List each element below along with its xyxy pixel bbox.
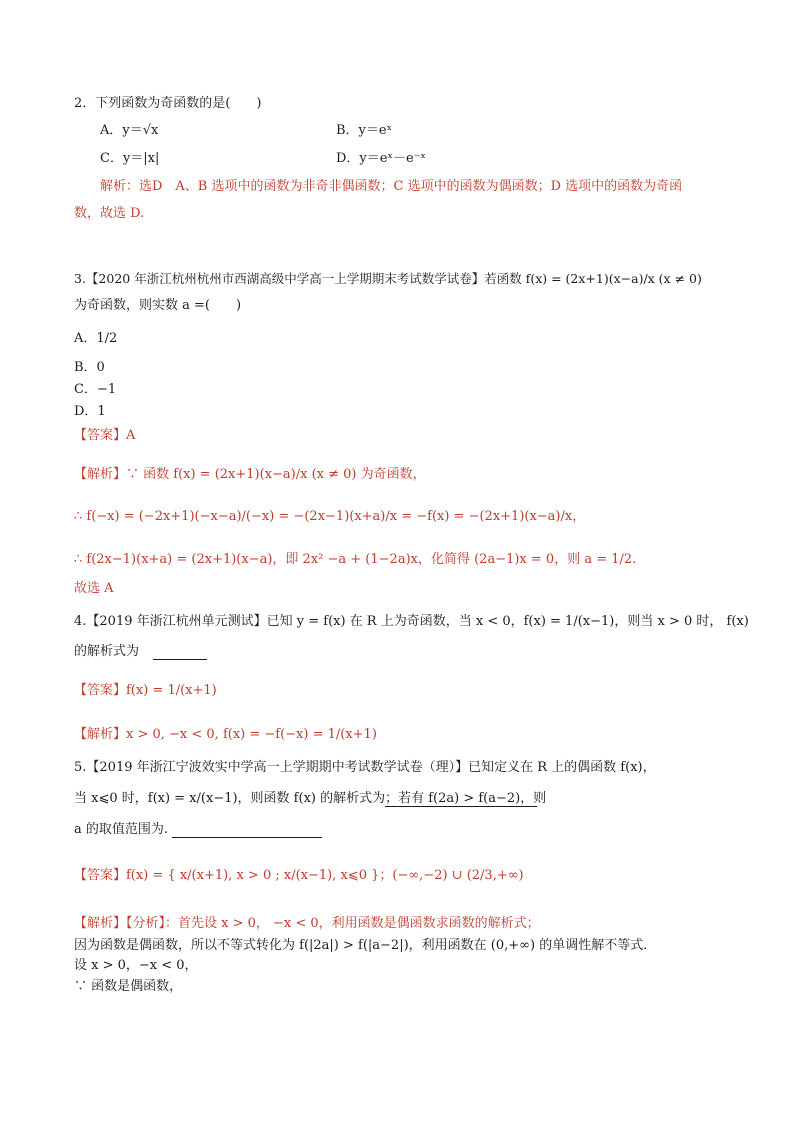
q3-option-c: C．−1 — [74, 382, 117, 397]
q2-option-b: B．y＝eˣ — [336, 123, 393, 138]
q4-answer-blank[interactable] — [153, 659, 207, 660]
q2-stem: 2．下列函数为奇函数的是( ) — [74, 96, 262, 111]
q3-solution-line4: 故选 A — [74, 581, 114, 596]
q3-option-a: A．1/2 — [74, 331, 118, 346]
q3-option-b: B．0 — [74, 360, 105, 375]
q4-stem-line2 — [74, 644, 207, 660]
q4-answer: 【答案】f(x) = 1/(x+1) — [74, 683, 217, 698]
q3-solution-line2: ∴ f(−x) = (−2x+1)(−x−a)/(−x) = −(2x−1)(x+a)/x = −f(x) = −(2x+1)(x−a)/x， — [74, 509, 586, 524]
q5-stem-text-3: a 的取值范围为. — [74, 822, 169, 837]
q3-option-d: D．1 — [74, 404, 106, 419]
q4-stem-line1: 4.【2019 年浙江杭州单元测试】已知 y = f(x) 在 R 上为奇函数，当 x < 0，f(x) = 1/(x−1)，则当 x > 0 时， f(x) — [74, 614, 749, 629]
q2-analysis-line1: 解析：选D A、B 选项中的函数为非奇非偶函数；C 选项中的函数为偶函数；D 选项中的函数为奇函 — [100, 179, 683, 194]
q5-solution-line4: ∵ 函数是偶函数， — [74, 979, 183, 994]
q5-stem-line1: 5.【2019 年浙江宁波效实中学高一上学期期中考试数学试卷（理）】已知定义在 R 上的偶函数 f(x)， — [74, 760, 656, 775]
q3-answer: 【答案】A — [74, 428, 136, 443]
q5-blank-1[interactable] — [385, 791, 537, 807]
q3-stem-line1: 3.【2020 年浙江杭州杭州市西湖高级中学高一上学期期末考试数学试卷】若函数 f(x) = (2x+1)(x−a)/x (x ≠ 0) — [74, 271, 702, 286]
q5-solution-line3: 设 x > 0，−x < 0， — [74, 958, 198, 973]
q4-stem-text: 的解析式为 — [74, 644, 140, 659]
q5-stem-line3 — [74, 822, 168, 838]
q3-solution-line1: 【解析】∵ 函数 f(x) = (2x+1)(x−a)/x (x ≠ 0) 为奇函数， — [74, 467, 426, 482]
q4-solution: 【解析】x > 0, −x < 0, f(x) = −f(−x) = 1/(x+1) — [74, 727, 377, 742]
q5-solution-line2: 因为函数是偶函数，所以不等式转化为 f(|2a|) > f(|a−2|)，利用函数在 (0,+∞) 的单调性解不等式． — [74, 938, 657, 953]
q5-solution-line1: 【解析】【分析】：首先设 x > 0， −x < 0，利用函数是偶函数求函数的解析式； — [74, 916, 540, 931]
q2-option-a: A．y＝√x — [100, 123, 159, 138]
q2-option-d: D．y＝eˣ－e⁻ˣ — [336, 151, 427, 166]
q5-stem-text: 当 x⩽0 时，f(x) = x/(x−1)，则函数 f(x) 的解析式为；若有 f(2a) > f(a−2)，则 — [74, 791, 547, 806]
q2-option-c: C．y＝|x| — [100, 151, 160, 166]
q3-stem-line2: 为奇函数，则实数 a =( ) — [74, 298, 242, 313]
q5-answer: 【答案】f(x) = { x/(x+1), x > 0 ; x/(x−1), x⩽0 }；(−∞,−2) ∪ (2/3,+∞) — [74, 868, 524, 883]
q3-solution-line3: ∴ f(2x−1)(x+a) = (2x+1)(x−a)，即 2x² −a + (1−2a)x，化简得 (2a−1)x = 0，则 a = 1/2. — [74, 552, 637, 567]
q2-analysis-line2: 数，故选 D. — [74, 206, 145, 221]
q5-blank-2[interactable] — [172, 822, 322, 838]
